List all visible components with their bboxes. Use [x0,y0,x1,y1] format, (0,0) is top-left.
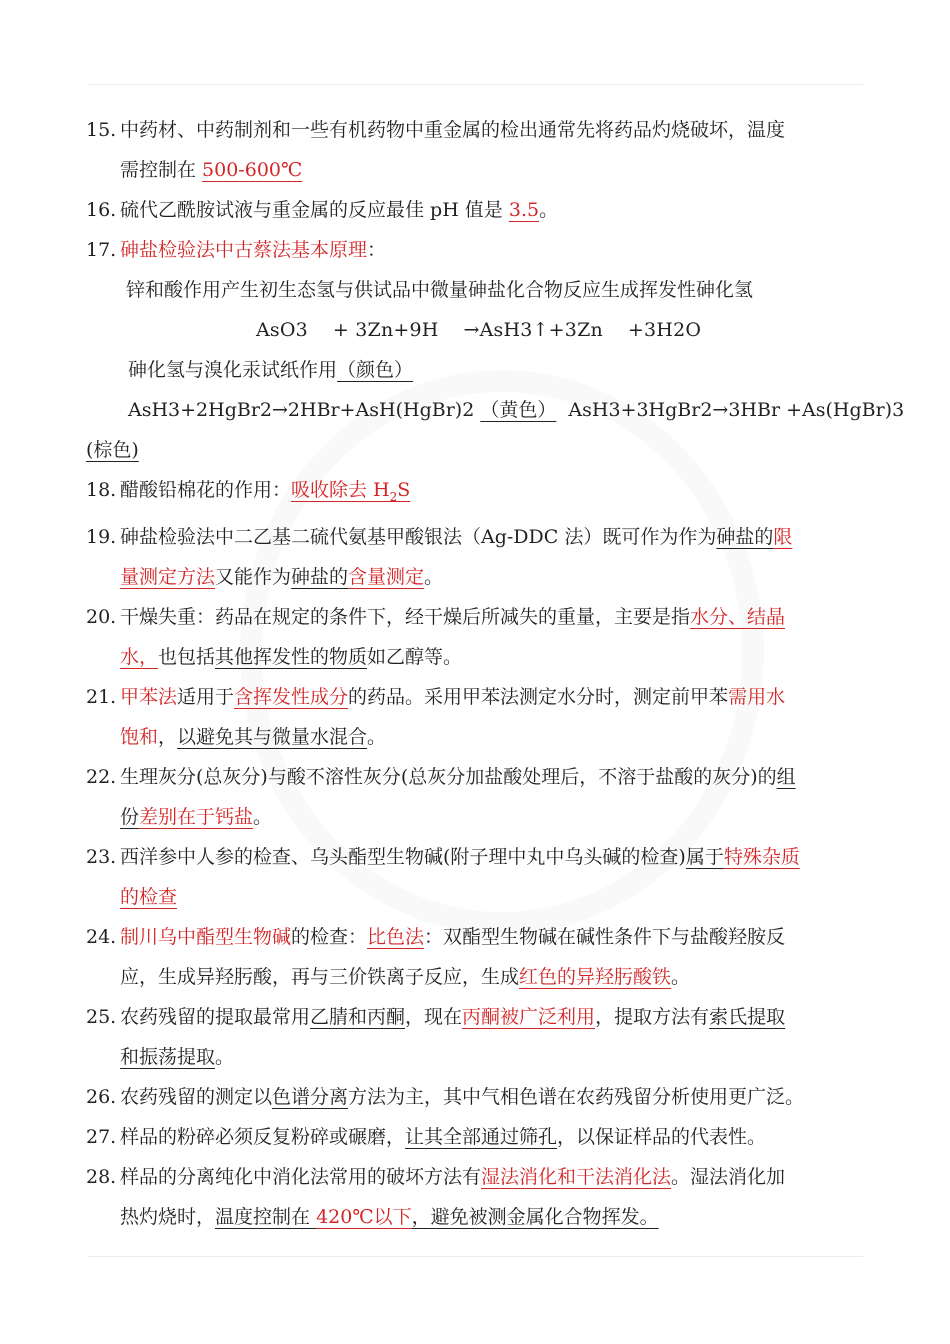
item-number: 28. [86,1165,117,1188]
answer-text: 含挥发性成分 [234,685,349,708]
subscript: 2 [389,489,398,504]
equation-text: AsH3+3HgBr2→3HBr +As(HgBr)3 [556,399,905,421]
answer-text: 含量测定 [348,565,425,588]
answer-text: 需用水 [728,685,786,708]
underlined-text: 属于 [685,845,724,868]
item-text: ： [367,239,387,261]
item-text: 适用于 [177,685,235,708]
list-item [86,1157,876,1237]
item-text: 方法为主，其中气相色谱在农药残留分析使用更广泛。 [348,1085,805,1108]
item-text: 农药残留的提取最常用 [120,1005,311,1028]
answer-text: 差别在于钙盐 [139,805,254,828]
underlined-text: 份 [120,805,140,828]
list-item [86,677,876,757]
underlined-text: 组 [776,765,796,788]
item-text: 干燥失重：药品在规定的条件下，经干燥后所减失的重量，主要是指 [120,605,691,628]
equation-text: AsH3+2HgBr2→2HBr+AsH(HgBr)2 [128,399,481,421]
underlined-text: 乙腈和丙酮 [310,1005,406,1028]
footer-rule [88,1256,863,1257]
item-text: 。 [253,805,273,828]
answer-text: 制川乌中酯型生物碱 [120,925,292,948]
item-text: 生理灰分(总灰分)与酸不溶性灰分(总灰分加盐酸处理后，不溶于盐酸的灰分)的 [120,765,777,788]
list-item [86,517,876,597]
item-text: 。湿法消化加 [671,1165,786,1188]
answer-text: 比色法 [367,925,425,948]
item-text: 也包括 [158,645,216,668]
item-number: 26. [86,1085,117,1108]
item-text: 。 [671,965,691,988]
underlined-text: 让其全部通过筛孔 [405,1125,558,1148]
item-text: ， [158,725,178,748]
answer-text: 的检查 [120,885,178,908]
answer-text: 红色的异羟肟酸铁 [519,965,672,988]
answer-text: 饱和 [120,725,159,748]
item-text: 农药残留的测定以 [120,1085,273,1108]
underlined-text: 砷盐的 [716,525,774,548]
item-number: 24. [86,925,117,948]
blank-text: （黄色） [480,399,557,421]
item-number: 16. [86,199,117,221]
item-text: 。 [367,725,387,748]
answer-text: 丙酮被广泛利用 [462,1005,596,1028]
principle-text [86,430,876,470]
item-text: ，以保证样品的代表性。 [557,1125,767,1148]
underlined-text: 色谱分离 [272,1085,349,1108]
list-item [86,470,876,517]
list-item [86,837,876,917]
item-text: 需控制在 [120,159,203,181]
item-text: 。 [539,199,559,221]
principle-text: 锌和酸作用产生初生态氢与供试品中微量砷盐化合物反应生成挥发性砷化氢 [126,279,754,301]
item-text: ：双酯型生物碱在碱性条件下与盐酸羟胺反 [424,925,786,948]
item-text: 应，生成异羟肟酸，再与三价铁离子反应，生成 [120,965,520,988]
principle-text [86,350,876,390]
item-number: 15. [86,119,117,141]
item-number: 17. [86,239,117,261]
item-text: 样品的粉碎必须反复粉碎或碾磨， [120,1125,406,1148]
item-text: ，提取方法有 [595,1005,710,1028]
answer-text: 420℃以下 [316,1205,412,1228]
list-item [86,1117,876,1157]
item-text: 砷盐检验法中二乙基二硫代氨基甲酸银法（Ag-DDC 法）既可作为作为 [120,525,717,548]
underlined-text: 和振荡提取 [120,1045,216,1068]
answer-text: 湿法消化和干法消化法 [481,1165,672,1188]
list-item [86,917,876,997]
item-text: 。 [215,1045,235,1068]
answer-text: 3.5 [508,199,540,221]
item-text: 热灼烧时， [120,1205,216,1228]
header-rule [88,84,863,85]
item-text: 硫代乙酰胺试液与重金属的反应最佳 pH 值是 [120,199,509,221]
item-number: 25. [86,1005,117,1028]
item-text: 的药品。采用甲苯法测定水分时，测定前甲苯 [348,685,729,708]
chemical-equation: AsO3 + 3Zn+9H →AsH3↑+3Zn +3H2O [256,319,702,341]
item-text: 如乙醇等。 [367,645,463,668]
document-body [86,110,905,1237]
underlined-text: 索氏提取 [709,1005,786,1028]
answer-text: 甲苯法 [120,685,178,708]
item-text: 样品的分离纯化中消化法常用的破坏方法有 [120,1165,482,1188]
list-item [86,997,876,1077]
list-item [86,230,876,270]
answer-text: 量测定方法 [120,565,216,588]
list-item [86,757,876,837]
item-text: 中药材、中药制剂和一些有机药物中重金属的检出通常先将药品灼烧破坏，温度 [120,119,786,141]
item-number: 20. [86,605,117,628]
item-number: 22. [86,765,117,788]
item-number: 23. [86,845,117,868]
answer-text: 500-600℃ [202,159,303,181]
item-text: 西洋参中人参的检查、乌头酯型生物碱(附子理中丸中乌头碱的检查) [120,845,686,868]
list-item [86,597,876,677]
list-item [86,1077,876,1117]
underlined-text: 其他挥发性的物质 [215,645,368,668]
item-number: 21. [86,685,117,708]
answer-text [291,479,411,504]
underlined-text: 以避免其与微量水混合 [177,725,368,748]
underlined-text: 温度控制在 [215,1205,317,1228]
item-number: 27. [86,1125,117,1148]
list-item [86,110,876,190]
item-text: 的检查： [291,925,368,948]
answer-text: 限 [773,525,793,548]
item-text: ，现在 [405,1005,463,1028]
answer-part: 吸收除去 H [291,479,390,501]
answer-text: 特殊杂质 [723,845,800,868]
item-text: 砷化氢与溴化汞试纸作用 [128,359,338,381]
item-text: 。 [424,565,444,588]
answer-text: 水分、结晶 [690,605,786,628]
list-item [86,190,876,230]
answer-part: S [397,479,411,501]
item-text: 醋酸铅棉花的作用： [120,479,292,501]
item-number: 19. [86,525,117,548]
blank-text: （颜色） [337,359,414,381]
underlined-text: 砷盐的 [291,565,349,588]
underlined-text: ，避免被测金属化合物挥发。 [411,1205,659,1228]
answer-text: 水， [120,645,159,668]
item-number: 18. [86,479,117,501]
chemical-equation [86,390,905,430]
section-heading: 砷盐检验法中古蔡法基本原理 [120,239,368,261]
item-text: 又能作为 [215,565,292,588]
blank-text: (棕色) [86,439,139,461]
